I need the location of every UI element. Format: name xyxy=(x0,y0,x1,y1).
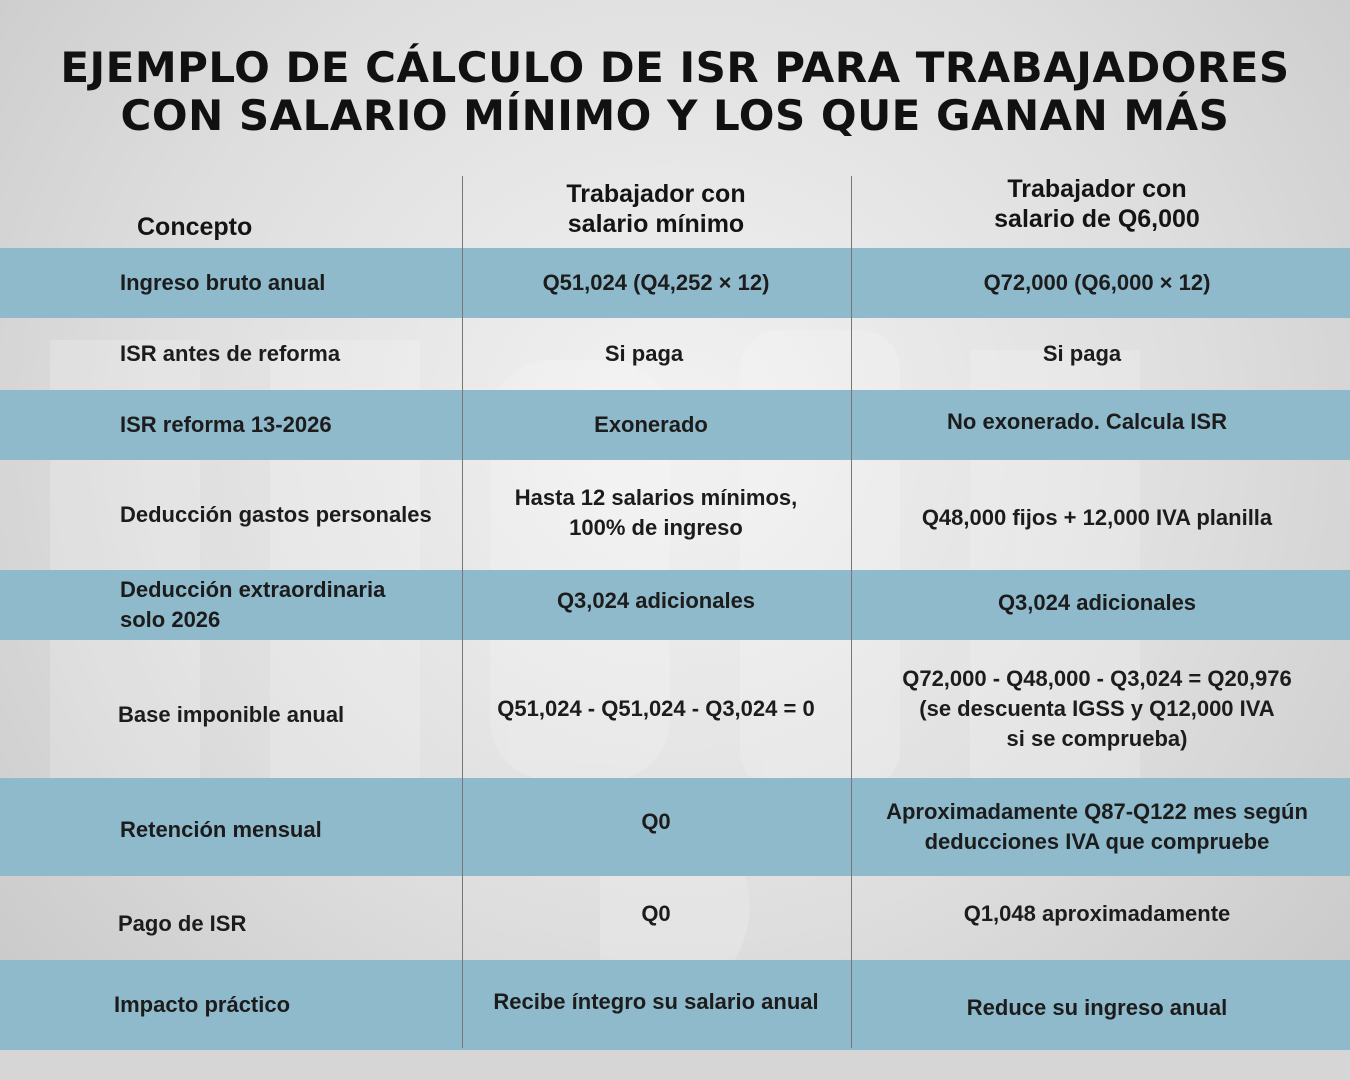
table-row xyxy=(0,390,1350,460)
row-concepto: Deducción extraordinaria solo 2026 xyxy=(120,577,386,632)
header-salario-q6000: Trabajador con salario de Q6,000 xyxy=(994,175,1200,233)
row-q6000: Q72,000 (Q6,000 × 12) xyxy=(983,270,1211,295)
row-q6000: Q1,048 aproximadamente xyxy=(963,901,1231,926)
table-row xyxy=(0,960,1350,1050)
row-minimo: Hasta 12 salarios mínimos, 100% de ingreso xyxy=(514,485,798,540)
row-minimo: Q3,024 adicionales xyxy=(556,588,756,613)
table-row xyxy=(0,640,1350,778)
row-minimo: Si paga xyxy=(604,341,684,366)
table-header-row xyxy=(0,176,1350,248)
column-divider-2 xyxy=(851,176,852,1048)
table-row xyxy=(0,778,1350,876)
row-minimo: Recibe íntegro su salario anual xyxy=(493,989,819,1014)
title-line-1: EJEMPLO DE CÁLCULO DE ISR PARA TRABAJADORES xyxy=(60,43,1290,92)
row-q6000: Q72,000 - Q48,000 - Q3,024 = Q20,976 (se descuenta IGSS y Q12,000 IVA si se comprueba) xyxy=(902,666,1292,751)
row-concepto: Base imponible anual xyxy=(118,702,345,727)
row-concepto: Ingreso bruto anual xyxy=(120,270,326,295)
row-concepto: Retención mensual xyxy=(120,817,322,842)
row-concepto: Pago de ISR xyxy=(118,911,247,936)
row-minimo: Q0 xyxy=(641,901,671,926)
row-q6000: Aproximadamente Q87-Q122 mes según deducciones IVA que compruebe xyxy=(886,799,1308,854)
table-row xyxy=(0,876,1350,960)
row-q6000: Q48,000 fijos + 12,000 IVA planilla xyxy=(921,505,1273,530)
row-minimo: Q51,024 (Q4,252 × 12) xyxy=(542,270,770,295)
bottom-band xyxy=(0,1050,1350,1080)
row-minimo: Q51,024 - Q51,024 - Q3,024 = 0 xyxy=(497,696,815,721)
row-concepto: ISR antes de reforma xyxy=(120,341,341,366)
row-concepto: Impacto práctico xyxy=(114,992,291,1017)
header-salario-minimo: Trabajador con salario mínimo xyxy=(566,180,746,238)
row-q6000: Q3,024 adicionales xyxy=(997,590,1197,615)
table-row xyxy=(0,318,1350,390)
row-concepto: ISR reforma 13-2026 xyxy=(120,412,332,437)
row-minimo: Q0 xyxy=(641,809,671,834)
column-divider-1 xyxy=(462,176,463,1048)
row-q6000: Reduce su ingreso anual xyxy=(966,995,1228,1020)
header-concepto: Concepto xyxy=(137,213,253,241)
table-row xyxy=(0,248,1350,318)
row-concepto: Deducción gastos personales xyxy=(120,502,432,527)
table-row xyxy=(0,570,1350,640)
table-row xyxy=(0,460,1350,570)
title-line-2: CON SALARIO MÍNIMO Y LOS QUE GANAN MÁS xyxy=(120,91,1230,140)
row-q6000: Si paga xyxy=(1042,341,1122,366)
row-q6000: No exonerado. Calcula ISR xyxy=(947,409,1227,434)
row-minimo: Exonerado xyxy=(594,412,708,437)
